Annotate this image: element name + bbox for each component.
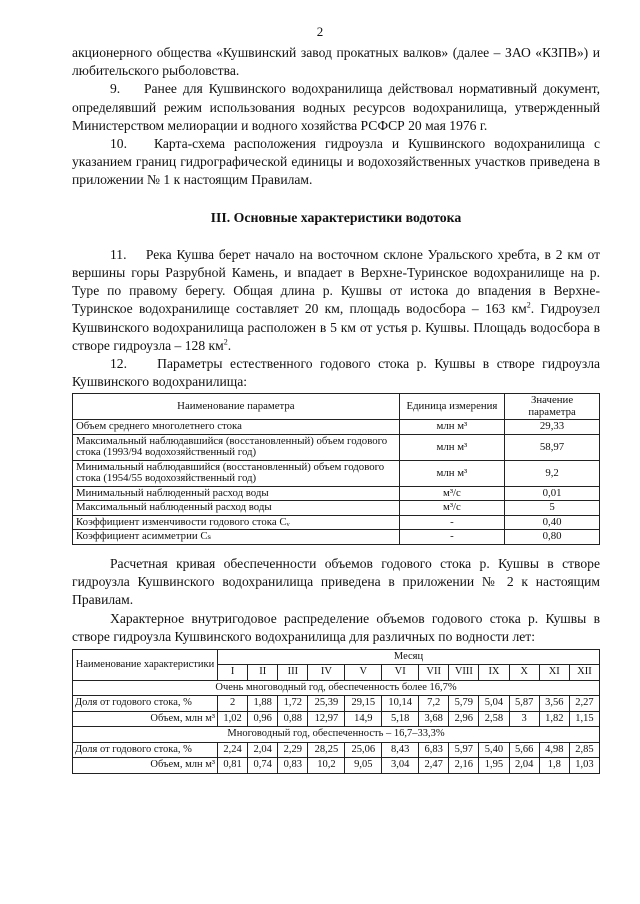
share-cell: 1,72 (278, 696, 308, 712)
table-row (73, 711, 600, 727)
paragraph-11-text-c: . (227, 337, 232, 353)
paragraph-distribution: Характерное внутригодовое распределение объемов годового стока р. Кушвы в створе гидроузла Кушвинского водохранилища для различных по водности лет: (72, 610, 600, 644)
paragraph-9-number: 9. (110, 81, 121, 97)
monthly-distribution-table (72, 649, 600, 774)
share-cell: 5,40 (479, 742, 509, 758)
header-month: Месяц (218, 649, 600, 665)
section-title-row (73, 680, 600, 696)
table-row (73, 434, 600, 460)
share-cell: 2,04 (248, 742, 278, 758)
month-header-3: III (278, 665, 308, 681)
volume-cell: 1,15 (569, 711, 599, 727)
header-value: Значение параметра (505, 394, 600, 420)
page-number: 2 (316, 24, 324, 39)
param-unit: млн м³ (399, 434, 504, 460)
volume-cell: 0,83 (278, 758, 308, 774)
header-characteristic-name: Наименование характеристики (73, 649, 218, 680)
table-row (73, 460, 600, 486)
share-label: Доля от годового стока, % (73, 696, 218, 712)
param-name: Максимальный наблюдавшийся (восстановленный) объем годового стока (1993/94 водохозяйственный год) (73, 434, 400, 460)
volume-cell: 0,96 (248, 711, 278, 727)
volume-cell: 10,2 (308, 758, 345, 774)
volume-cell: 1,03 (569, 758, 599, 774)
param-name: Минимальный наблюденный расход воды (73, 486, 400, 501)
param-unit: м³/с (399, 486, 504, 501)
paragraph-12-text: Параметры естественного годового стока р. Кушвы в створе гидроузла Кушвинского водохранилища: (72, 356, 601, 390)
paragraph-12-number: 12. (110, 356, 127, 372)
paragraph-10-text: Карта-схема расположения гидроузла и Кушвинского водохранилища с указанием границ гидрографической единицы и водохозяйственных участков приведена в приложении № 1 к настоящим Правилам. (72, 136, 600, 188)
paragraph-curve: Расчетная кривая обеспеченности объемов годового стока р. Кушвы в створе гидроузла Кушвинского водохранилища приведена в приложении № 2 к настоящим Правилам. (72, 555, 600, 608)
share-cell: 4,98 (539, 742, 569, 758)
param-name: Объем среднего многолетнего стока (73, 420, 400, 435)
param-value: 58,97 (505, 434, 600, 460)
param-value: 0,40 (505, 515, 600, 530)
table-row (73, 742, 600, 758)
share-cell: 2,24 (218, 742, 248, 758)
share-cell: 5,66 (509, 742, 539, 758)
volume-cell: 0,74 (248, 758, 278, 774)
month-header-7: VII (419, 665, 449, 681)
header-parameter-name: Наименование параметра (73, 394, 400, 420)
table-row (73, 696, 600, 712)
share-cell: 2,27 (569, 696, 599, 712)
section-title: Очень многоводный год, обеспеченность более 16,7% (73, 680, 600, 696)
share-cell: 2,29 (278, 742, 308, 758)
table-row (73, 486, 600, 501)
month-header-11: XI (539, 665, 569, 681)
volume-cell: 5,18 (382, 711, 419, 727)
share-cell: 2 (218, 696, 248, 712)
monthly-distribution-body (73, 680, 600, 773)
section-heading: III. Основные характеристики водотока (210, 209, 462, 225)
month-header-9: IX (479, 665, 509, 681)
paragraph-continuation: акционерного общества «Кушвинский завод прокатных валков» (далее – ЗАО «КЗПВ») и любительского рыболовства. (72, 45, 600, 79)
parameters-table-header (73, 394, 600, 420)
section-title-row (73, 727, 600, 743)
volume-cell: 1,8 (539, 758, 569, 774)
volume-cell: 2,58 (479, 711, 509, 727)
paragraph-10 (72, 135, 600, 190)
param-value: 5 (505, 501, 600, 516)
param-value: 0,01 (505, 486, 600, 501)
share-cell: 3,56 (539, 696, 569, 712)
volume-cell: 2,04 (509, 758, 539, 774)
volume-cell: 3,04 (382, 758, 419, 774)
share-cell: 5,97 (449, 742, 479, 758)
volume-cell: 1,95 (479, 758, 509, 774)
table-row (73, 501, 600, 516)
share-cell: 2,85 (569, 742, 599, 758)
param-unit: - (399, 515, 504, 530)
header-unit: Единица измерения (399, 394, 504, 420)
paragraph-11-number: 11. (110, 246, 127, 262)
table-row (73, 515, 600, 530)
volume-cell: 0,88 (278, 711, 308, 727)
share-cell: 28,25 (308, 742, 345, 758)
param-unit: - (399, 530, 504, 545)
share-label: Доля от годового стока, % (73, 742, 218, 758)
share-cell: 10,14 (382, 696, 419, 712)
param-name: Коэффициент изменчивости годового стока Cᵥ (73, 515, 400, 530)
paragraph-11-sup-b: 2 (223, 337, 228, 347)
volume-cell: 14,9 (345, 711, 382, 727)
volume-cell: 1,82 (539, 711, 569, 727)
paragraph-12 (72, 355, 600, 391)
share-cell: 5,87 (509, 696, 539, 712)
share-cell: 6,83 (419, 742, 449, 758)
paragraph-9-text: Ранее для Кушвинского водохранилища действовал нормативный документ, определявший режим использования водных ресурсов водохранилища, утвержденный Министерством мелиорации и водного хозяйства РСФСР 20 мая 1976 г. (72, 81, 600, 133)
month-header-4: IV (308, 665, 345, 681)
share-cell: 29,15 (345, 696, 382, 712)
volume-cell: 3,68 (419, 711, 449, 727)
section-title: Многоводный год, обеспеченность – 16,7–33,3% (73, 727, 600, 743)
table-row (73, 420, 600, 435)
share-cell: 25,06 (345, 742, 382, 758)
param-unit: млн м³ (399, 460, 504, 486)
month-header-8: VIII (449, 665, 479, 681)
param-unit: м³/с (399, 501, 504, 516)
paragraph-11-text-b: . Гидроузел Кушвинского водохранилища расположен в 5 км от устья р. Кушвы. Площадь водосбора в створе гидроузла – 128 км (72, 301, 600, 353)
volume-cell: 2,16 (449, 758, 479, 774)
volume-cell: 1,02 (218, 711, 248, 727)
volume-label: Объем, млн м³ (73, 711, 218, 727)
table-row (73, 530, 600, 545)
param-name: Коэффициент асимметрии Cₛ (73, 530, 400, 545)
month-header-10: X (509, 665, 539, 681)
volume-cell: 2,47 (419, 758, 449, 774)
share-cell: 25,39 (308, 696, 345, 712)
month-header-1: I (218, 665, 248, 681)
month-header-5: V (345, 665, 382, 681)
month-header-6: VI (382, 665, 419, 681)
document-body (72, 44, 600, 774)
paragraph-9 (72, 80, 600, 135)
paragraph-10-number: 10. (110, 136, 127, 152)
paragraph-11-sup-a: 2 (526, 300, 531, 310)
volume-cell: 3 (509, 711, 539, 727)
volume-cell: 2,96 (449, 711, 479, 727)
share-cell: 5,79 (449, 696, 479, 712)
param-value: 0,80 (505, 530, 600, 545)
share-cell: 8,43 (382, 742, 419, 758)
volume-label: Объем, млн м³ (73, 758, 218, 774)
param-unit: млн м³ (399, 420, 504, 435)
month-header-2: II (248, 665, 278, 681)
paragraph-11-text-a: Река Кушва берет начало на восточном склоне Уральского хребта, в 2 км от вершины горы Разрубной Камень, и впадает в Верхне-Туринское водохранилище на р. Туре по правому берегу. Общая длина р. Кушвы от истока до впадения в Верхне-Туринское водохранилище составляет 20 км, площадь водосбора – 163 км (72, 246, 601, 317)
share-cell: 1,88 (248, 696, 278, 712)
volume-cell: 9,05 (345, 758, 382, 774)
table-row (73, 758, 600, 774)
param-name: Максимальный наблюденный расход воды (73, 501, 400, 516)
share-cell: 7,2 (419, 696, 449, 712)
paragraph-11 (72, 246, 600, 355)
share-cell: 5,04 (479, 696, 509, 712)
volume-cell: 0,81 (218, 758, 248, 774)
param-value: 29,33 (505, 420, 600, 435)
param-name: Минимальный наблюдавшийся (восстановленный) объем годового стока (1954/55 водохозяйственный год) (73, 460, 400, 486)
month-header-12: XII (569, 665, 599, 681)
parameters-table (72, 393, 600, 545)
param-value: 9,2 (505, 460, 600, 486)
volume-cell: 12,97 (308, 711, 345, 727)
